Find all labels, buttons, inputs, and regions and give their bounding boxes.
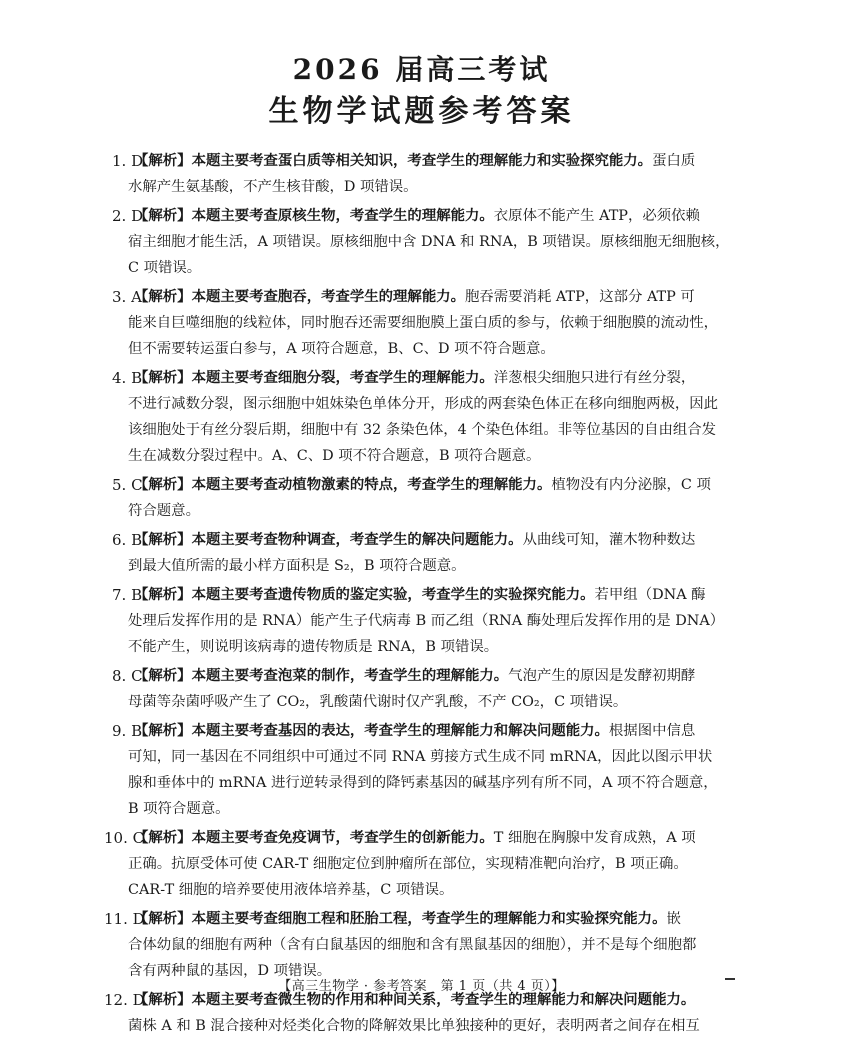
answer-analysis-line: 母菌等杂菌呼吸产生了 CO₂，乳酸菌代谢时仅产乳酸，不产 CO₂，C 项错误。 (128, 694, 628, 710)
corner-mark (725, 978, 735, 980)
answer-analysis-line: 水解产生氨基酸，不产生核苷酸，D 项错误。 (128, 179, 418, 195)
answer-number: 1. D (112, 152, 144, 170)
answer-analysis-line: 处理后发挥作用的是 RNA）能产生子代病毒 B 而乙组（RNA 酶处理后发挥作用的是 DNA） (128, 613, 725, 629)
answer-number: 12. D (104, 991, 145, 1009)
answer-analysis-first-line: 【解析】本题主要考查动植物激素的特点，考查学生的理解能力。植物没有内分泌腺，C 项 (134, 476, 711, 493)
answer-analysis-first-line: 【解析】本题主要考查遗传物质的鉴定实验，考查学生的实验探究能力。若甲组（DNA 酶 (134, 586, 706, 603)
document-title: 生物学试题参考答案 (268, 94, 575, 129)
answer-analysis-line: 合体幼鼠的细胞有两种（含有白鼠基因的细胞和含有黑鼠基因的细胞），并不是每个细胞都 (128, 937, 697, 953)
answer-item (112, 663, 734, 715)
answer-analysis-first-line: 【解析】本题主要考查微生物的作用和种间关系，考查学生的理解能力和解决问题能力。 (134, 991, 696, 1008)
answer-number: 2. D (112, 207, 144, 225)
answer-analysis-line: 能来自巨噬细胞的线粒体，同时胞吞还需要细胞膜上蛋白质的参与，依赖于细胞膜的流动性， (128, 315, 719, 331)
answer-analysis-line: 该细胞处于有丝分裂后期，细胞中有 32 条染色体，4 个染色体组。非等位基因的自由组合发 (128, 422, 717, 438)
answer-number: 7. B (112, 586, 143, 604)
answer-list (104, 148, 734, 1042)
answer-item (112, 284, 734, 362)
answer-number: 10. C (104, 829, 145, 847)
answer-analysis-line: 符合题意。 (128, 503, 200, 519)
answer-item (112, 718, 734, 822)
answer-analysis-first-line: 【解析】本题主要考查物种调查，考查学生的解决问题能力。从曲线可知，灌木物种数达 (134, 531, 696, 548)
answer-item (104, 825, 734, 903)
answer-analysis-first-line: 【解析】本题主要考查基因的表达，考查学生的理解能力和解决问题能力。根据图中信息 (134, 722, 696, 739)
answer-analysis-line: 菌株 A 和 B 混合接种对烃类化合物的降解效果比单独接种的更好，表明两者之间存在相互 (128, 1018, 700, 1034)
answer-analysis-line: 不能产生，则说明该病毒的遗传物质是 RNA，B 项错误。 (128, 639, 499, 655)
answer-item (104, 987, 734, 1039)
answer-analysis-line: 宿主细胞才能生活，A 项错误。原核细胞中含 DNA 和 RNA，B 项错误。原核细胞无细胞核， (128, 234, 730, 250)
answer-number: 9. B (112, 722, 143, 740)
answer-item (112, 527, 734, 579)
answer-item (112, 148, 734, 200)
answer-analysis-line: 不进行减数分裂，图示细胞中姐妹染色单体分开，形成的两套染色体正在移向细胞两极，因此 (128, 396, 719, 412)
answer-item (112, 472, 734, 524)
answer-number: 4. B (112, 369, 143, 387)
answer-analysis-line: 到最大值所需的最小样方面积是 S₂，B 项符合题意。 (128, 558, 466, 574)
page-footer: 【高三生物学 · 参考答案 第 1 页（共 4 页）】 (278, 979, 565, 994)
answer-analysis-line: CAR-T 细胞的培养要使用液体培养基，C 项错误。 (128, 882, 454, 898)
answer-number: 8. C (112, 667, 143, 685)
answer-analysis-first-line: 【解析】本题主要考查原核生物，考查学生的理解能力。衣原体不能产生 ATP，必须依赖 (134, 207, 700, 224)
answer-analysis-line: 正确。抗原受体可使 CAR-T 细胞定位到肿瘤所在部位，实现精准靶向治疗，B 项正确。 (128, 856, 688, 872)
answer-analysis-first-line: 【解析】本题主要考查细胞分裂，考查学生的理解能力。洋葱根尖细胞只进行有丝分裂， (134, 369, 696, 386)
answer-analysis-line: 但不需要转运蛋白参与，A 项符合题意，B、C、D 项不符合题意。 (128, 341, 555, 357)
answer-analysis-first-line: 【解析】本题主要考查蛋白质等相关知识，考查学生的理解能力和实验探究能力。蛋白质 (134, 152, 696, 169)
answer-item (112, 365, 734, 469)
answer-number: 5. C (112, 476, 143, 494)
answer-number: 3. A (112, 288, 142, 306)
answer-item (104, 906, 734, 984)
answer-analysis-first-line: 【解析】本题主要考查免疫调节，考查学生的创新能力。T 细胞在胸腺中发育成熟，A 项 (134, 829, 696, 846)
answer-analysis-first-line: 【解析】本题主要考查泡菜的制作，考查学生的理解能力。气泡产生的原因是发酵初期酵 (134, 667, 696, 684)
answer-item (112, 203, 734, 281)
answer-number: 6. B (112, 531, 143, 549)
answer-number: 11. D (104, 910, 145, 928)
exam-title: 2026 届高三考试 (292, 53, 551, 86)
answer-analysis-first-line: 【解析】本题主要考查细胞工程和胚胎工程，考查学生的理解能力和实验探究能力。嵌 (134, 910, 681, 927)
answer-analysis-line: 生在减数分裂过程中。A、C、D 项不符合题意，B 项符合题意。 (128, 448, 541, 464)
answer-analysis-line: 腺和垂体中的 mRNA 进行逆转录得到的降钙素基因的碱基序列有所不同，A 项不符合题意， (128, 775, 718, 791)
answer-item (112, 582, 734, 660)
answer-analysis-line: B 项符合题意。 (128, 801, 230, 817)
answer-analysis-line: 含有两种鼠的基因，D 项错误。 (128, 963, 332, 979)
answer-analysis-first-line: 【解析】本题主要考查胞吞，考查学生的理解能力。胞吞需要消耗 ATP，这部分 ATP 可 (134, 288, 695, 305)
answer-analysis-line: C 项错误。 (128, 260, 202, 276)
answer-analysis-line: 可知，同一基因在不同组织中可通过不同 RNA 剪接方式生成不同 mRNA，因此以图示甲状 (128, 749, 713, 765)
